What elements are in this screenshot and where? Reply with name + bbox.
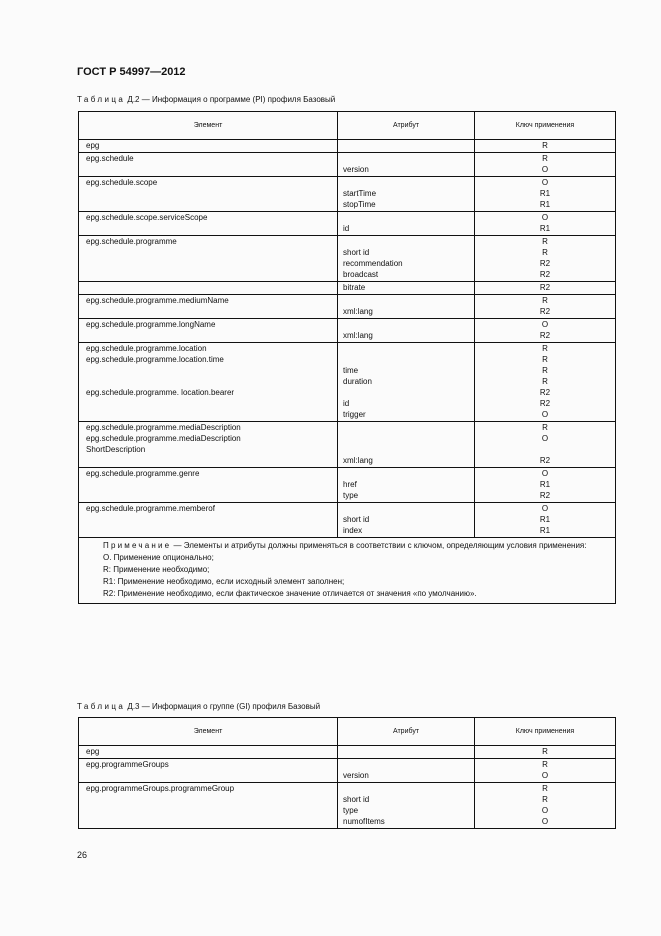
- cell-line: R2: [539, 270, 551, 279]
- key-cell: [475, 422, 616, 468]
- cell-line: ShortDescription: [86, 445, 146, 454]
- attribute-cell: [338, 746, 475, 759]
- element-cell: [79, 319, 338, 343]
- table-2-caption: [77, 95, 335, 104]
- cell-line: R2: [539, 491, 551, 500]
- cell-line: epg.schedule.programme.longName: [86, 320, 216, 329]
- cell-line: R: [542, 366, 548, 375]
- attribute-cell: [338, 177, 475, 212]
- cell-line: [343, 746, 474, 757]
- element-cell: [79, 783, 338, 829]
- note-intro: [85, 540, 610, 552]
- key-cell: [475, 503, 616, 538]
- table-3-header-row: [79, 718, 616, 746]
- cell-line: [86, 258, 337, 269]
- cell-line: epg.schedule.scope.serviceScope: [86, 213, 208, 222]
- cell-line: version: [343, 771, 369, 780]
- attribute-cell: [338, 343, 475, 422]
- cell-line: R: [542, 154, 548, 163]
- key-cell: [475, 177, 616, 212]
- table-3: [78, 717, 616, 829]
- cell-line: [86, 770, 337, 781]
- cell-line: [86, 188, 337, 199]
- element-cell: [79, 153, 338, 177]
- table-row: [79, 153, 616, 177]
- cell-line: R2: [539, 307, 551, 316]
- cell-line: [343, 177, 474, 188]
- cell-line: R1: [539, 189, 551, 198]
- cell-line: duration: [343, 377, 372, 386]
- document-header: ГОСТ Р 54997—2012: [77, 66, 186, 78]
- table-row: [79, 422, 616, 468]
- cell-line: epg.schedule.programme.location.time: [86, 355, 224, 364]
- cell-line: R: [542, 355, 548, 364]
- cell-line: [343, 444, 474, 455]
- column-header-key: Ключ применения: [475, 112, 616, 140]
- cell-line: [343, 468, 474, 479]
- cell-line: [343, 319, 474, 330]
- cell-line: [86, 282, 337, 293]
- cell-line: href: [343, 480, 357, 489]
- cell-line: [86, 365, 337, 376]
- cell-line: epg.schedule.programme.mediaDescription: [86, 434, 241, 443]
- element-cell: [79, 468, 338, 503]
- cell-line: R2: [539, 283, 551, 292]
- cell-line: [86, 455, 337, 466]
- attribute-cell: [338, 783, 475, 829]
- table-3-caption-word: Таблица: [77, 702, 126, 711]
- cell-line: epg.schedule.programme.mediumName: [86, 296, 229, 305]
- cell-line: O: [541, 213, 549, 222]
- note-item: R2: Применение необходимо, если фактическое значение отличается от значения «по умолчанию».: [103, 589, 477, 598]
- cell-line: epg.schedule.programme. location.bearer: [86, 388, 235, 397]
- element-cell: [79, 212, 338, 236]
- cell-line: [86, 330, 337, 341]
- table-3-caption-text: Д.3 — Информация о группе (GI) профиля Базовый: [127, 702, 321, 711]
- cell-line: startTime: [343, 189, 377, 198]
- table-row: [79, 282, 616, 295]
- cell-line: [343, 422, 474, 433]
- cell-line: [86, 269, 337, 280]
- key-cell: [475, 319, 616, 343]
- cell-line: R1: [539, 200, 551, 209]
- cell-line: R: [542, 795, 548, 804]
- cell-line: [343, 295, 474, 306]
- table-3-body: [79, 718, 616, 829]
- table-row: [79, 468, 616, 503]
- cell-line: [343, 236, 474, 247]
- attribute-cell: [338, 236, 475, 282]
- attribute-cell: [338, 319, 475, 343]
- column-header-element: Элемент: [79, 718, 338, 746]
- element-cell: [79, 295, 338, 319]
- cell-line: epg: [86, 747, 100, 756]
- cell-line: R: [542, 784, 548, 793]
- table-note: [79, 538, 616, 604]
- attribute-cell: [338, 212, 475, 236]
- cell-line: O: [541, 320, 549, 329]
- cell-line: short id: [343, 795, 370, 804]
- cell-line: R: [542, 237, 548, 246]
- cell-line: numofItems: [343, 817, 385, 826]
- cell-line: O: [541, 504, 549, 513]
- column-header-element: Элемент: [79, 112, 338, 140]
- cell-line: R1: [539, 480, 551, 489]
- cell-line: index: [343, 526, 363, 535]
- cell-line: O: [541, 178, 549, 187]
- cell-line: [86, 376, 337, 387]
- cell-line: [86, 794, 337, 805]
- cell-line: epg.schedule.programme.mediaDescription: [86, 423, 241, 432]
- cell-line: time: [343, 366, 359, 375]
- cell-line: [343, 153, 474, 164]
- cell-line: type: [343, 806, 359, 815]
- cell-line: [86, 199, 337, 210]
- cell-line: R2: [539, 456, 551, 465]
- cell-line: [86, 306, 337, 317]
- cell-line: [343, 354, 474, 365]
- table-2: [78, 111, 616, 604]
- cell-line: short id: [343, 515, 370, 524]
- table-row: [79, 746, 616, 759]
- cell-line: trigger: [343, 410, 366, 419]
- attribute-cell: [338, 140, 475, 153]
- element-cell: [79, 759, 338, 783]
- cell-line: [86, 223, 337, 234]
- key-cell: [475, 295, 616, 319]
- cell-line: id: [343, 224, 350, 233]
- cell-line: [86, 247, 337, 258]
- cell-line: short id: [343, 248, 370, 257]
- table-2-caption-word: Таблица: [77, 95, 126, 104]
- cell-line: O: [541, 434, 549, 443]
- note-item: R: Применение необходимо;: [103, 565, 210, 574]
- cell-line: [86, 164, 337, 175]
- note-item: R1: Применение необходимо, если исходный элемент заполнен;: [103, 577, 345, 586]
- attribute-cell: [338, 422, 475, 468]
- cell-line: O: [541, 806, 549, 815]
- element-cell: [79, 503, 338, 538]
- table-2-body: [79, 112, 616, 604]
- attribute-cell: [338, 153, 475, 177]
- element-cell: [79, 343, 338, 422]
- column-header-key: Ключ применения: [475, 718, 616, 746]
- cell-line: bitrate: [343, 283, 366, 292]
- table-row: [79, 783, 616, 829]
- cell-line: xml:lang: [343, 456, 373, 465]
- cell-line: xml:lang: [343, 331, 373, 340]
- cell-line: recommendation: [343, 259, 403, 268]
- cell-line: broadcast: [343, 270, 379, 279]
- cell-line: [343, 343, 474, 354]
- cell-line: [343, 140, 474, 151]
- cell-line: version: [343, 165, 369, 174]
- cell-line: epg.programmeGroups.programmeGroup: [86, 784, 235, 793]
- cell-line: R1: [539, 224, 551, 233]
- cell-line: epg.schedule.programme.location: [86, 344, 207, 353]
- cell-line: [343, 783, 474, 794]
- cell-line: xml:lang: [343, 307, 373, 316]
- key-cell: [475, 140, 616, 153]
- table-2-header-row: [79, 112, 616, 140]
- cell-line: [86, 525, 337, 536]
- cell-line: O: [541, 817, 549, 826]
- table-row: [79, 236, 616, 282]
- attribute-cell: [338, 282, 475, 295]
- key-cell: [475, 153, 616, 177]
- column-header-attribute: Атрибут: [338, 718, 475, 746]
- table-row: [79, 319, 616, 343]
- table-row: [79, 212, 616, 236]
- table-row: [79, 140, 616, 153]
- cell-line: epg: [86, 141, 100, 150]
- cell-line: R: [542, 747, 548, 756]
- attribute-cell: [338, 759, 475, 783]
- attribute-cell: [338, 295, 475, 319]
- note-item: O. Применение опционально;: [103, 553, 214, 562]
- key-cell: [475, 468, 616, 503]
- cell-line: R1: [539, 515, 551, 524]
- cell-line: epg.schedule.programme.genre: [86, 469, 200, 478]
- cell-line: type: [343, 491, 359, 500]
- cell-line: epg.schedule: [86, 154, 134, 163]
- key-cell: [475, 212, 616, 236]
- cell-line: [343, 759, 474, 770]
- cell-line: R1: [539, 526, 551, 535]
- page-number: 26: [77, 850, 88, 860]
- cell-line: [86, 816, 337, 827]
- cell-line: [343, 387, 474, 398]
- cell-line: [86, 479, 337, 490]
- cell-line: R: [542, 141, 548, 150]
- element-cell: [79, 422, 338, 468]
- cell-line: R: [542, 760, 548, 769]
- cell-line: [343, 212, 474, 223]
- cell-line: R2: [539, 259, 551, 268]
- cell-line: [86, 398, 337, 409]
- table-row: [79, 759, 616, 783]
- cell-line: epg.programmeGroups: [86, 760, 169, 769]
- cell-line: R: [542, 423, 548, 432]
- column-header-attribute: Атрибут: [338, 112, 475, 140]
- cell-line: id: [343, 399, 350, 408]
- note-label: Примечание: [103, 541, 172, 550]
- cell-line: R2: [539, 331, 551, 340]
- cell-line: [86, 490, 337, 501]
- cell-line: R: [542, 344, 548, 353]
- key-cell: [475, 236, 616, 282]
- key-cell: [475, 783, 616, 829]
- cell-line: [475, 444, 615, 455]
- cell-line: [86, 805, 337, 816]
- cell-line: stopTime: [343, 200, 376, 209]
- note-text: — Элементы и атрибуты должны применяться в соответствии с ключом, определяющим условия применения:: [173, 541, 587, 550]
- cell-line: R: [542, 296, 548, 305]
- element-cell: [79, 282, 338, 295]
- cell-line: O: [541, 469, 549, 478]
- key-cell: [475, 746, 616, 759]
- cell-line: [343, 433, 474, 444]
- cell-line: epg.schedule.programme: [86, 237, 177, 246]
- attribute-cell: [338, 468, 475, 503]
- cell-line: O: [541, 410, 549, 419]
- cell-line: [86, 514, 337, 525]
- cell-line: epg.schedule.programme.memberof: [86, 504, 215, 513]
- table-row: [79, 503, 616, 538]
- key-cell: [475, 343, 616, 422]
- key-cell: [475, 282, 616, 295]
- cell-line: R: [542, 377, 548, 386]
- cell-line: epg.schedule.scope: [86, 178, 158, 187]
- note-row: [79, 538, 616, 604]
- table-3-caption: [77, 702, 320, 711]
- cell-line: R2: [539, 388, 551, 397]
- table-row: [79, 177, 616, 212]
- table-row: [79, 343, 616, 422]
- cell-line: R2: [539, 399, 551, 408]
- cell-line: [86, 409, 337, 420]
- element-cell: [79, 177, 338, 212]
- table-2-caption-text: Д.2 — Информация о программе (PI) профиля Базовый: [127, 95, 336, 104]
- cell-line: O: [541, 165, 549, 174]
- attribute-cell: [338, 503, 475, 538]
- element-cell: [79, 746, 338, 759]
- element-cell: [79, 236, 338, 282]
- cell-line: [343, 503, 474, 514]
- cell-line: R: [542, 248, 548, 257]
- key-cell: [475, 759, 616, 783]
- cell-line: O: [541, 771, 549, 780]
- element-cell: [79, 140, 338, 153]
- table-row: [79, 295, 616, 319]
